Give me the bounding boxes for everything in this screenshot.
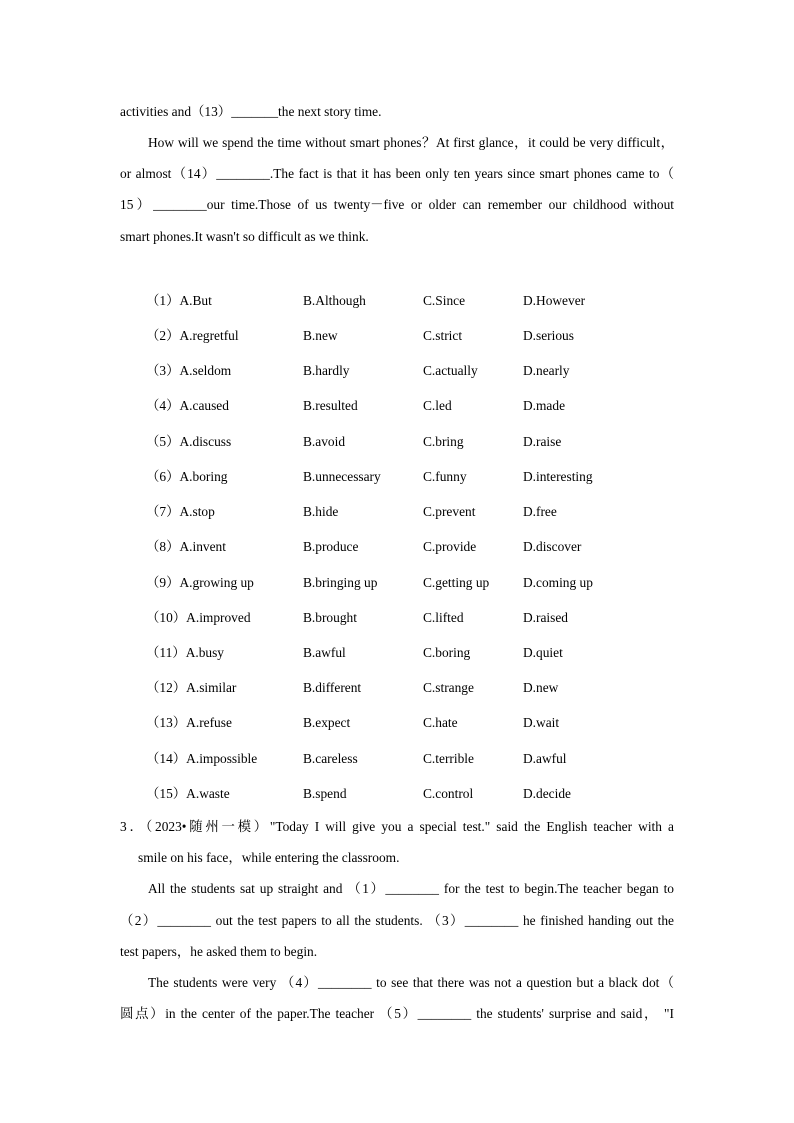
option-b: B.avoid xyxy=(303,434,346,449)
option-c: C.prevent xyxy=(423,504,476,519)
option-b: B.spend xyxy=(303,786,347,801)
option-row xyxy=(146,715,706,731)
option-c: C.boring xyxy=(423,645,471,660)
option-b: B.new xyxy=(303,328,338,343)
option-b: B.careless xyxy=(303,751,358,766)
option-row xyxy=(146,504,706,520)
passage-line: test papers，he asked them to begin. xyxy=(120,944,318,959)
option-row xyxy=(146,539,706,555)
option-a: （7）A.stop xyxy=(146,504,215,519)
option-row xyxy=(146,575,706,591)
option-row xyxy=(146,680,706,696)
passage-line: activities and（13）_______the next story time. xyxy=(120,104,382,119)
option-c: C.funny xyxy=(423,469,467,484)
passage-line: 15）________our time.Those of us twenty－five or older can remember our childhood without xyxy=(120,197,674,212)
option-row xyxy=(146,469,706,485)
passage-line: smart phones.It wasn't so difficult as we think. xyxy=(120,229,369,244)
option-a: （6）A.boring xyxy=(146,469,228,484)
option-a: （4）A.caused xyxy=(146,398,229,413)
option-d: D.made xyxy=(523,398,566,413)
option-a: （3）A.seldom xyxy=(146,363,232,378)
option-d: D.However xyxy=(523,293,586,308)
option-a: （14）A.impossible xyxy=(146,751,258,766)
option-a: （11）A.busy xyxy=(146,645,225,660)
option-d: D.awful xyxy=(523,751,567,766)
option-c: C.bring xyxy=(423,434,464,449)
option-row xyxy=(146,751,706,767)
option-d: D.decide xyxy=(523,786,571,801)
option-a: （13）A.refuse xyxy=(146,715,232,730)
option-d: D.serious xyxy=(523,328,574,343)
passage-line: or almost（14）________.The fact is that it has been only ten years since smart phones came to（ xyxy=(120,166,674,181)
option-b: B.resulted xyxy=(303,398,358,413)
option-c: C.actually xyxy=(423,363,478,378)
option-a: （8）A.invent xyxy=(146,539,226,554)
option-c: C.getting up xyxy=(423,575,490,590)
option-d: D.raised xyxy=(523,610,568,625)
option-d: D.nearly xyxy=(523,363,570,378)
option-a: （12）A.similar xyxy=(146,680,237,695)
option-c: C.led xyxy=(423,398,452,413)
option-b: B.bringing up xyxy=(303,575,378,590)
option-b: B.hide xyxy=(303,504,339,519)
option-c: C.hate xyxy=(423,715,458,730)
option-c: C.strange xyxy=(423,680,474,695)
option-c: C.lifted xyxy=(423,610,464,625)
option-d: D.wait xyxy=(523,715,560,730)
passage-line: （2）________ out the test papers to all the students. （3）________ he finished handing out the xyxy=(120,913,674,928)
option-row xyxy=(146,293,706,309)
option-a: （15）A.waste xyxy=(146,786,230,801)
option-c: C.provide xyxy=(423,539,477,554)
option-d: D.free xyxy=(523,504,557,519)
option-d: D.interesting xyxy=(523,469,593,484)
option-a: （9）A.growing up xyxy=(146,575,254,590)
option-b: B.Although xyxy=(303,293,366,308)
passage-line: The students were very （4）________ to see that there was not a question but a black dot（ xyxy=(148,975,674,990)
option-d: D.raise xyxy=(523,434,562,449)
option-row xyxy=(146,328,706,344)
option-d: D.coming up xyxy=(523,575,593,590)
option-b: B.unnecessary xyxy=(303,469,381,484)
passage-line: How will we spend the time without smart phones？At first glance，it could be very difficult， xyxy=(148,135,674,150)
passage-line: All the students sat up straight and （1）________ for the test to begin.The teacher began to xyxy=(148,881,674,896)
option-d: D.new xyxy=(523,680,559,695)
option-a: （2）A.regretful xyxy=(146,328,239,343)
option-c: C.terrible xyxy=(423,751,474,766)
question-header: 3．（2023•随州一模）"Today I will give you a special test." said the English teacher with a xyxy=(120,819,674,834)
option-c: C.strict xyxy=(423,328,463,343)
option-b: B.expect xyxy=(303,715,351,730)
option-row xyxy=(146,645,706,661)
option-a: （10）A.improved xyxy=(146,610,251,625)
option-b: B.hardly xyxy=(303,363,350,378)
option-c: C.control xyxy=(423,786,474,801)
option-b: B.different xyxy=(303,680,362,695)
option-b: B.awful xyxy=(303,645,346,660)
option-row xyxy=(146,363,706,379)
option-a: （5）A.discuss xyxy=(146,434,232,449)
option-row xyxy=(146,786,706,802)
passage-line: 圆点）in the center of the paper.The teacher （5）________ the students' surprise and said， "I xyxy=(120,1006,674,1021)
option-b: B.produce xyxy=(303,539,359,554)
option-row xyxy=(146,398,706,414)
question-header-cont: smile on his face，while entering the classroom. xyxy=(138,850,400,865)
option-d: D.discover xyxy=(523,539,582,554)
option-c: C.Since xyxy=(423,293,466,308)
option-d: D.quiet xyxy=(523,645,563,660)
option-b: B.brought xyxy=(303,610,357,625)
option-row xyxy=(146,434,706,450)
option-a: （1）A.But xyxy=(146,293,212,308)
option-row xyxy=(146,610,706,626)
